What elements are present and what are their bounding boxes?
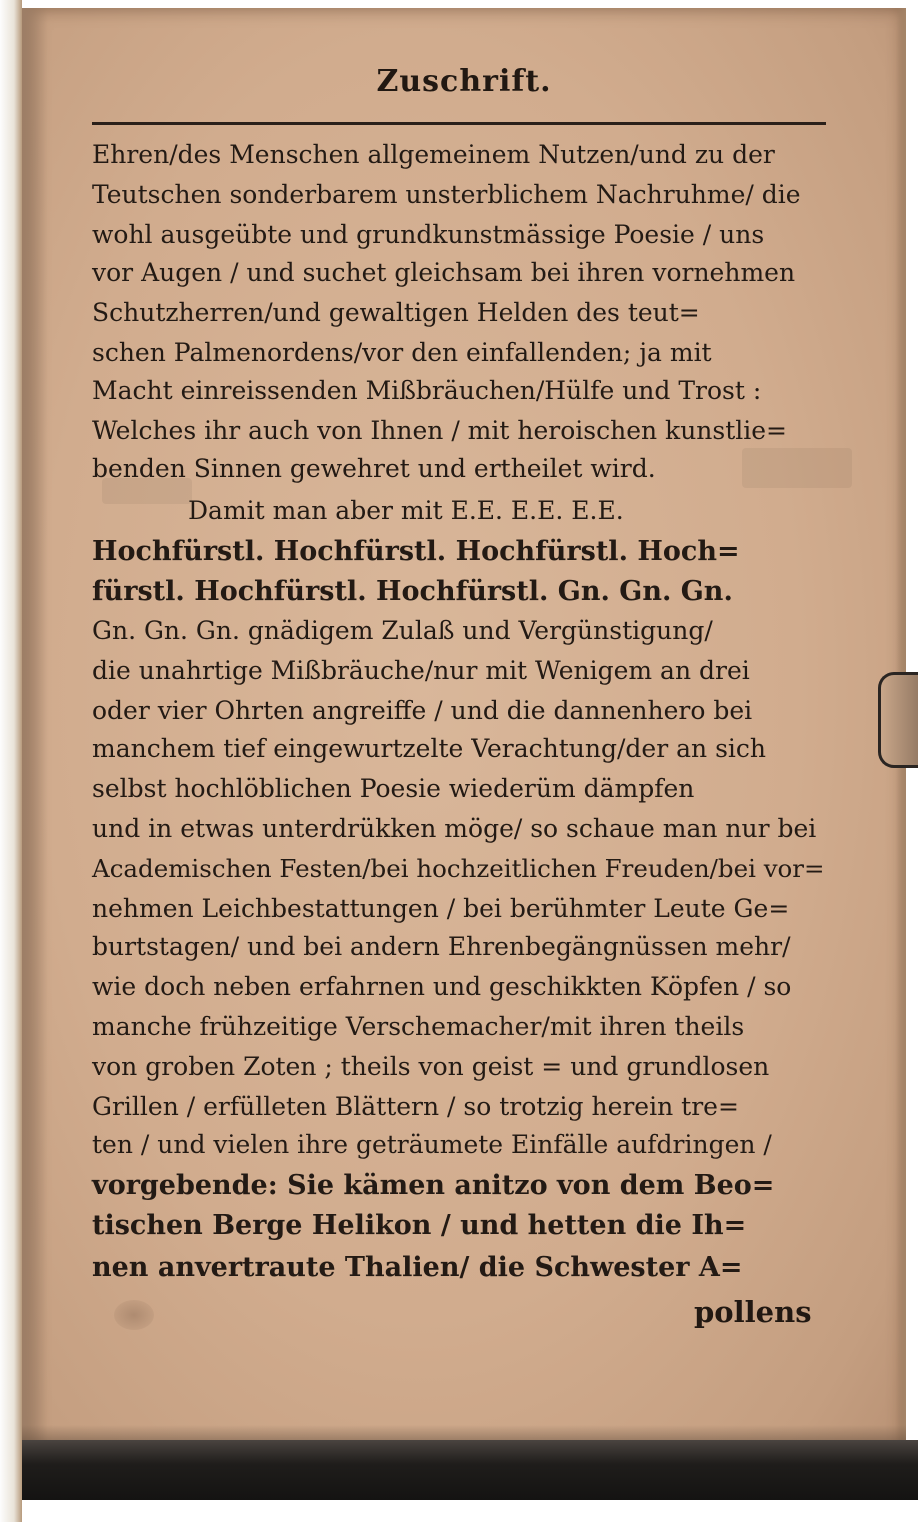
page-heading: Zuschrift. (376, 64, 552, 99)
text-line: burtstagen/ und bei andern Ehrenbegängnüssen mehr/ (92, 932, 791, 961)
text-line: Academischen Festen/bei hochzeitlichen Freuden/bei vor= (92, 854, 825, 883)
book-clasp (878, 672, 918, 768)
text-line: vor Augen / und suchet gleichsam bei ihren vornehmen (92, 258, 796, 287)
text-line: manche frühzeitige Verschemacher/mit ihren theils (92, 1012, 745, 1041)
text-line: die unahrtige Mißbräuche/nur mit Wenigem an drei (92, 656, 750, 685)
text-line: wie doch neben erfahrnen und geschikkten Köpfen / so (92, 972, 792, 1001)
ink-smudge (114, 1300, 154, 1330)
heading-rule (92, 122, 826, 125)
text-line: Hochfürstl. Hochfürstl. Hochfürstl. Hoch= (92, 536, 740, 567)
text-line: fürstl. Hochfürstl. Hochfürstl. Gn. Gn. Gn. (92, 576, 733, 607)
text-line: und in etwas unterdrükken möge/ so schaue man nur bei (92, 814, 817, 843)
text-line: wohl ausgeübte und grundkunstmässige Poesie / uns (92, 220, 765, 249)
page-gutter-shadow (22, 8, 48, 1498)
text-line: manchem tief eingewurtzelte Verachtung/der an sich (92, 734, 766, 763)
text-line: Macht einreissenden Mißbräuchen/Hülfe und Trost : (92, 376, 762, 405)
text-line: Welches ihr auch von Ihnen / mit heroischen kunstlie= (92, 416, 788, 445)
text-line: selbst hochlöblichen Poesie wiederüm dämpfen (92, 774, 695, 803)
book-cover-bottom (22, 1440, 918, 1500)
text-line: Ehren/des Menschen allgemeinem Nutzen/und zu der (92, 140, 775, 169)
text-line: von groben Zoten ; theils von geist = und grundlosen (92, 1052, 770, 1081)
text-line: benden Sinnen gewehret und ertheilet wird. (92, 454, 656, 483)
text-line: ten / und vielen ihre geträumete Einfälle aufdringen / (92, 1130, 772, 1159)
catchword: pollens (694, 1295, 812, 1329)
text-line: vorgebende: Sie kämen anitzo von dem Beo= (92, 1170, 775, 1201)
text-line: schen Palmenordens/vor den einfallenden; ja mit (92, 338, 712, 367)
text-line: nehmen Leichbestattungen / bei berühmter Leute Ge= (92, 894, 790, 923)
text-line: Gn. Gn. Gn. gnädigem Zulaß und Vergünstigung/ (92, 616, 713, 645)
text-line: Teutschen sonderbarem unsterblichem Nachruhme/ die (92, 180, 801, 209)
book-binding-edge (0, 0, 22, 1522)
text-line: nen anvertraute Thalien/ die Schwester A= (92, 1252, 743, 1283)
text-line: Grillen / erfülleten Blättern / so trotzig herein tre= (92, 1092, 739, 1121)
paragraph-first-line: Damit man aber mit E.E. E.E. E.E. (188, 496, 624, 525)
text-line: oder vier Ohrten angreiffe / und die dannenhero bei (92, 696, 753, 725)
text-line: Schutzherren/und gewaltigen Helden des teut= (92, 298, 700, 327)
text-line: tischen Berge Helikon / und hetten die Ih= (92, 1210, 747, 1241)
